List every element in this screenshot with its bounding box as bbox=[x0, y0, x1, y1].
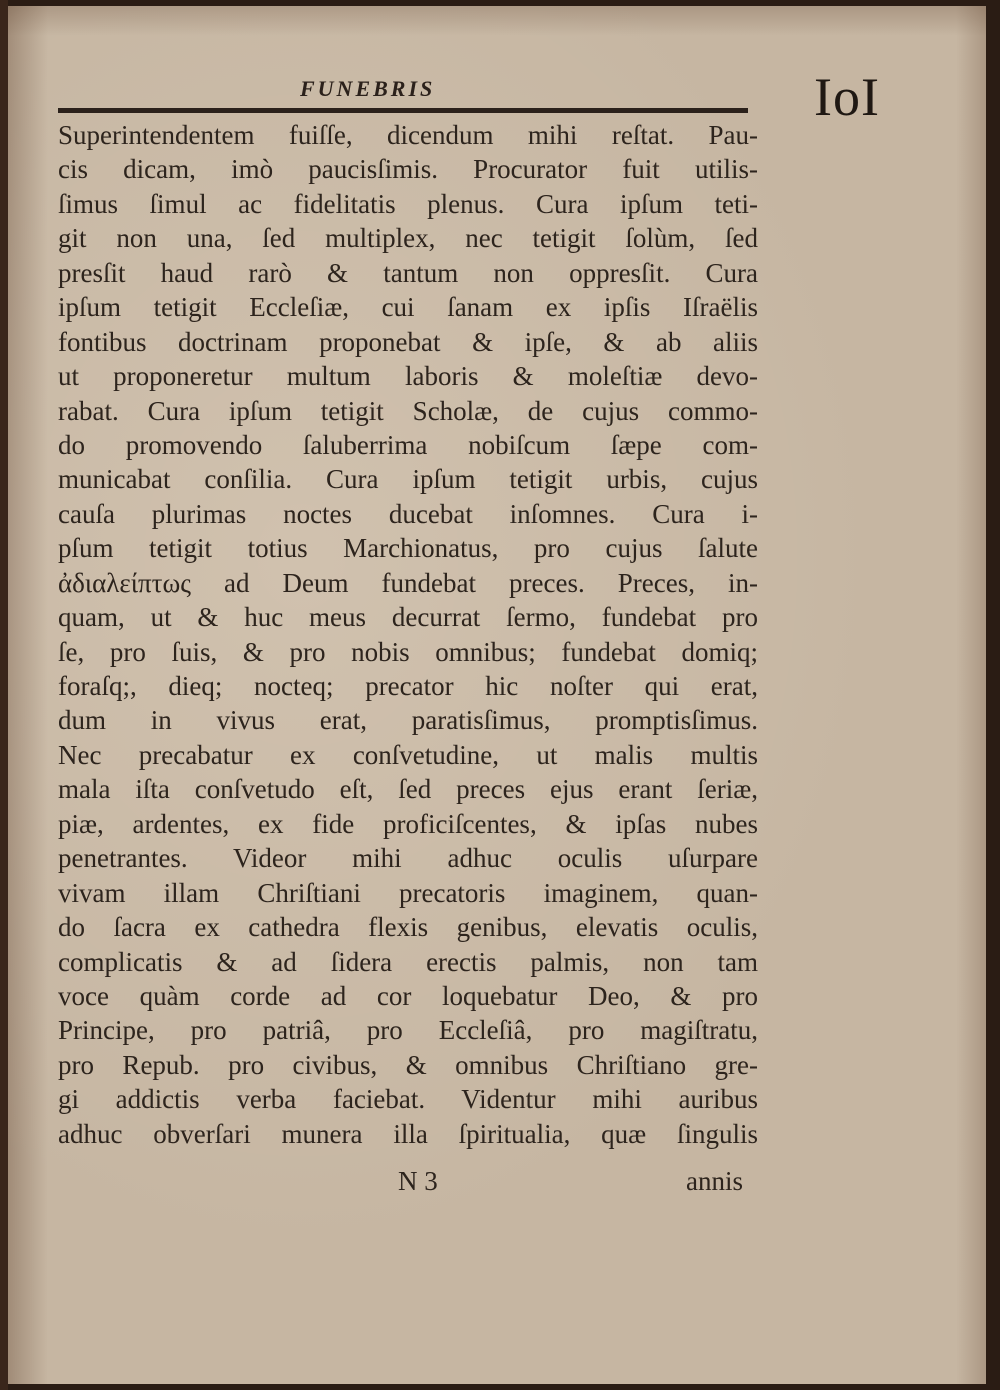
text-line: dum in vivus erat, paratisſimus, promptisſimus. bbox=[58, 705, 758, 736]
running-title: FUNEBRIS bbox=[300, 76, 436, 101]
page-number: IoI bbox=[814, 67, 880, 127]
signature-mark: N 3 bbox=[398, 1166, 438, 1196]
text-line: do promovendo ſaluberrima nobiſcum ſæpe com- bbox=[58, 429, 758, 460]
text-line: Superintendentem fuiſſe, dicendum mihi reſtat. Pau- bbox=[58, 120, 758, 150]
text-line: complicatis & ad ſidera erectis palmis, non tam bbox=[58, 946, 758, 977]
text-line: vivam illam Chriſtiani precatoris imaginem, quan- bbox=[58, 877, 758, 908]
text-line: pro Repub. pro civibus, & omnibus Chriſtiano gre- bbox=[58, 1049, 758, 1080]
text-line: Principe, pro patriâ, pro Eccleſiâ, pro magiſtratu, bbox=[58, 1015, 758, 1046]
text-line: Nec precabatur ex conſvetudine, ut malis multis bbox=[58, 739, 758, 770]
text-line: municabat conſilia. Cura ipſum tetigit urbis, cujus bbox=[58, 464, 758, 495]
text-line: foraſq;, dieq; nocteq; precator hic noſter qui erat, bbox=[58, 671, 758, 701]
text-line: ἀδιαλείπτως ad Deum fundebat preces. Preces, in- bbox=[58, 567, 758, 598]
text-line: ſimus ſimul ac fidelitatis plenus. Cura ipſum teti- bbox=[58, 188, 758, 219]
text-line: fontibus doctrinam proponebat & ipſe, & ab aliis bbox=[58, 326, 758, 357]
book-binding-edge bbox=[0, 0, 8, 1390]
text-line: cauſa plurimas noctes ducebat inſomnes. Cura i- bbox=[58, 498, 758, 529]
text-line: gi addictis verba faciebat. Videntur mihi auribus bbox=[58, 1084, 758, 1115]
text-line: presſit haud rarò & tantum non oppresſit. Cura bbox=[58, 257, 758, 288]
text-line: voce quàm corde ad cor loquebatur Deo, & pro bbox=[58, 980, 758, 1011]
text-line: ſe, pro ſuis, & pro nobis omnibus; fundebat domiq; bbox=[58, 636, 758, 667]
text-line: rabat. Cura ipſum tetigit Scholæ, de cujus commo- bbox=[58, 395, 758, 426]
text-line: git non una, ſed multiplex, nec tetigit ſolùm, ſed bbox=[58, 223, 758, 254]
text-line: pſum tetigit totius Marchionatus, pro cujus ſalute bbox=[58, 533, 758, 564]
text-line: do ſacra ex cathedra flexis genibus, elevatis oculis, bbox=[58, 912, 758, 943]
text-line: quam, ut & huc meus decurrat ſermo, fundebat pro bbox=[58, 602, 758, 633]
text-line: ipſum tetigit Eccleſiæ, cui ſanam ex ipſis Iſraëlis bbox=[58, 292, 758, 323]
body-text bbox=[58, 118, 758, 1151]
text-line: cis dicam, imò paucisſimis. Procurator fuit utilis- bbox=[58, 154, 758, 185]
text-line: piæ, ardentes, ex fide proficiſcentes, & ipſas nubes bbox=[58, 808, 758, 839]
text-line: penetrantes. Videor mihi adhuc oculis uſurpare bbox=[58, 843, 758, 874]
text-line: ut proponeretur multum laboris & moleſtiæ devo- bbox=[58, 361, 758, 392]
text-line: mala iſta conſvetudo eſt, ſed preces ejus erant ſeriæ, bbox=[58, 774, 758, 805]
header-rule bbox=[58, 108, 748, 113]
catchword: annis bbox=[686, 1166, 743, 1196]
text-line: adhuc obverſari munera illa ſpiritualia, quæ ſingulis bbox=[58, 1118, 758, 1149]
